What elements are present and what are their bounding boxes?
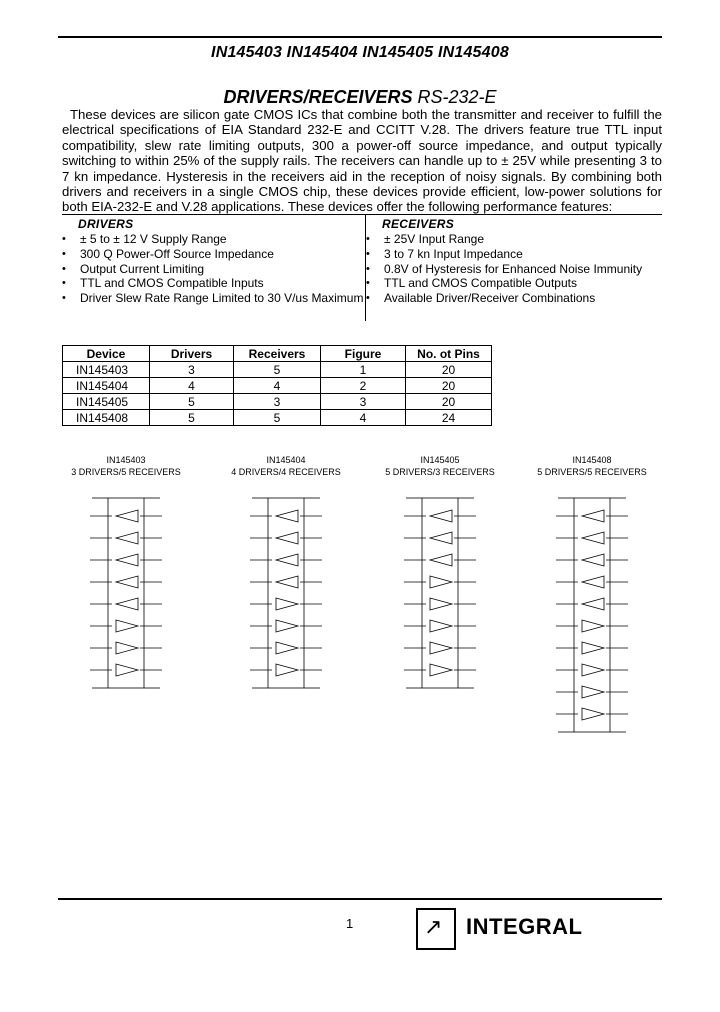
receiver-icon xyxy=(430,532,452,544)
table-cell: 5 xyxy=(234,362,321,378)
table-cell: 3 xyxy=(321,394,406,410)
pinout-diagram xyxy=(246,484,326,694)
table-cell: IN145408 xyxy=(63,410,150,426)
figure-1 xyxy=(56,454,196,694)
list-item: • 300 Q Power-Off Source Impedance xyxy=(62,247,365,262)
integral-logo xyxy=(416,908,606,950)
list-item: • Available Driver/Receiver Combinations xyxy=(366,291,662,306)
table-cell: 1 xyxy=(321,362,406,378)
figure-caption: 5 DRIVERS/5 RECEIVERS xyxy=(537,467,647,477)
figure-caption: 4 DRIVERS/4 RECEIVERS xyxy=(231,467,341,477)
list-item: • TTL and CMOS Compatible Inputs xyxy=(62,276,365,291)
table-row xyxy=(63,410,492,426)
list-item: • 0.8V of Hysteresis for Enhanced Noise Immunity xyxy=(366,262,662,277)
receiver-icon xyxy=(116,532,138,544)
column-header: Receivers xyxy=(234,346,321,362)
receiver-icon xyxy=(276,532,298,544)
table-cell: 5 xyxy=(150,394,234,410)
list-item: • Output Current Limiting xyxy=(62,262,365,277)
column-header: Figure xyxy=(321,346,406,362)
table-header-row xyxy=(63,346,492,362)
table-cell: 24 xyxy=(406,410,492,426)
pinout-diagram xyxy=(86,484,166,694)
figure-4 xyxy=(522,454,662,740)
receiver-icon xyxy=(582,532,604,544)
driver-icon xyxy=(582,708,604,720)
table-cell: 3 xyxy=(234,394,321,410)
driver-icon xyxy=(430,620,452,632)
drivers-column xyxy=(62,215,366,321)
ic-body xyxy=(268,498,304,688)
receiver-icon xyxy=(276,554,298,566)
receiver-icon xyxy=(582,554,604,566)
receivers-list xyxy=(366,232,662,306)
drivers-heading: DRIVERS xyxy=(78,217,134,231)
drivers-list xyxy=(62,232,365,306)
table-cell: 4 xyxy=(234,378,321,394)
device-table xyxy=(62,345,492,426)
receiver-icon xyxy=(430,510,452,522)
figure-3 xyxy=(370,454,510,694)
features-box xyxy=(62,214,662,321)
driver-icon xyxy=(430,598,452,610)
table-cell: 5 xyxy=(234,410,321,426)
receiver-icon xyxy=(430,554,452,566)
table-row xyxy=(63,362,492,378)
logo-arrow-icon: ↗ xyxy=(424,914,443,939)
receivers-heading: RECEIVERS xyxy=(382,217,455,231)
figure-caption: 3 DRIVERS/5 RECEIVERS xyxy=(71,467,181,477)
driver-icon xyxy=(430,576,452,588)
table-row xyxy=(63,378,492,394)
receiver-icon xyxy=(276,510,298,522)
table-cell: IN145405 xyxy=(63,394,150,410)
receiver-icon xyxy=(116,598,138,610)
table-cell: IN145404 xyxy=(63,378,150,394)
driver-icon xyxy=(276,598,298,610)
receiver-icon xyxy=(582,576,604,588)
figure-device-name: IN145403 xyxy=(106,455,146,465)
receiver-icon xyxy=(116,576,138,588)
table-cell: 3 xyxy=(150,362,234,378)
page-header: IN145403 IN145404 IN145405 IN145408 xyxy=(211,44,509,61)
column-header: No. ot Pins xyxy=(406,346,492,362)
table-cell: 5 xyxy=(150,410,234,426)
receiver-icon xyxy=(276,576,298,588)
figure-caption: 5 DRIVERS/3 RECEIVERS xyxy=(385,467,495,477)
title-normal-part: RS-232-E xyxy=(412,87,497,107)
driver-icon xyxy=(276,642,298,654)
driver-icon xyxy=(116,664,138,676)
receiver-icon xyxy=(582,598,604,610)
driver-icon xyxy=(276,664,298,676)
page-title xyxy=(0,87,720,108)
figure-device-name: IN145408 xyxy=(572,455,612,465)
table-cell: 4 xyxy=(150,378,234,394)
table-cell: IN145403 xyxy=(63,362,150,378)
driver-icon xyxy=(582,620,604,632)
list-item: • Driver Slew Rate Range Limited to 30 V/us Maximum xyxy=(62,291,365,306)
driver-icon xyxy=(582,664,604,676)
list-item: • TTL and CMOS Compatible Outputs xyxy=(366,276,662,291)
table-cell: 2 xyxy=(321,378,406,394)
driver-icon xyxy=(276,620,298,632)
brand-name: INTEGRAL xyxy=(466,914,583,939)
bottom-rule xyxy=(58,898,662,900)
ic-body xyxy=(574,498,610,732)
table-cell: 4 xyxy=(321,410,406,426)
driver-icon xyxy=(116,642,138,654)
driver-icon xyxy=(116,620,138,632)
column-header: Device xyxy=(63,346,150,362)
driver-icon xyxy=(582,686,604,698)
list-item: • 3 to 7 kn Input Impedance xyxy=(366,247,662,262)
figure-device-name: IN145405 xyxy=(420,455,460,465)
page-number: 1 xyxy=(346,916,354,931)
receiver-icon xyxy=(582,510,604,522)
list-item: • ± 25V Input Range xyxy=(366,232,662,247)
figure-device-name: IN145404 xyxy=(266,455,306,465)
pinout-diagram xyxy=(400,484,480,694)
intro-paragraph: These devices are silicon gate CMOS ICs that combine both the transmitter and receiver to fulfill the electrical specifications of EIA Standard 232-E and CCITT V.28. The drivers feature true TTL input compatibility, slew rate limiting outputs, 300 a power-off source impedance, and output typically switching to within 25% of the supply rails. The receivers can handle up to ± 25V while presenting 3 to 7 kn impedance. Hysteresis in the receivers aid in the reception of noisy signals. By combining both drivers and receivers in a single CMOS chip, these devices provide efficient, low-power solutions for both EIA-232-E and V.28 applications. These devices offer the following performance features: xyxy=(62,107,662,215)
receiver-icon xyxy=(116,554,138,566)
column-header: Drivers xyxy=(150,346,234,362)
pinout-diagram xyxy=(552,484,632,740)
driver-icon xyxy=(430,642,452,654)
driver-icon xyxy=(430,664,452,676)
driver-icon xyxy=(582,642,604,654)
title-bold-part: DRIVERS/RECEIVERS xyxy=(223,87,413,107)
table-cell: 20 xyxy=(406,362,492,378)
table-cell: 20 xyxy=(406,394,492,410)
top-rule xyxy=(58,36,662,38)
receiver-icon xyxy=(116,510,138,522)
table-cell: 20 xyxy=(406,378,492,394)
figure-2 xyxy=(216,454,356,694)
receivers-column xyxy=(366,215,662,306)
ic-body xyxy=(422,498,458,688)
ic-body xyxy=(108,498,144,688)
table-row xyxy=(63,394,492,410)
list-item: • ± 5 to ± 12 V Supply Range xyxy=(62,232,365,247)
